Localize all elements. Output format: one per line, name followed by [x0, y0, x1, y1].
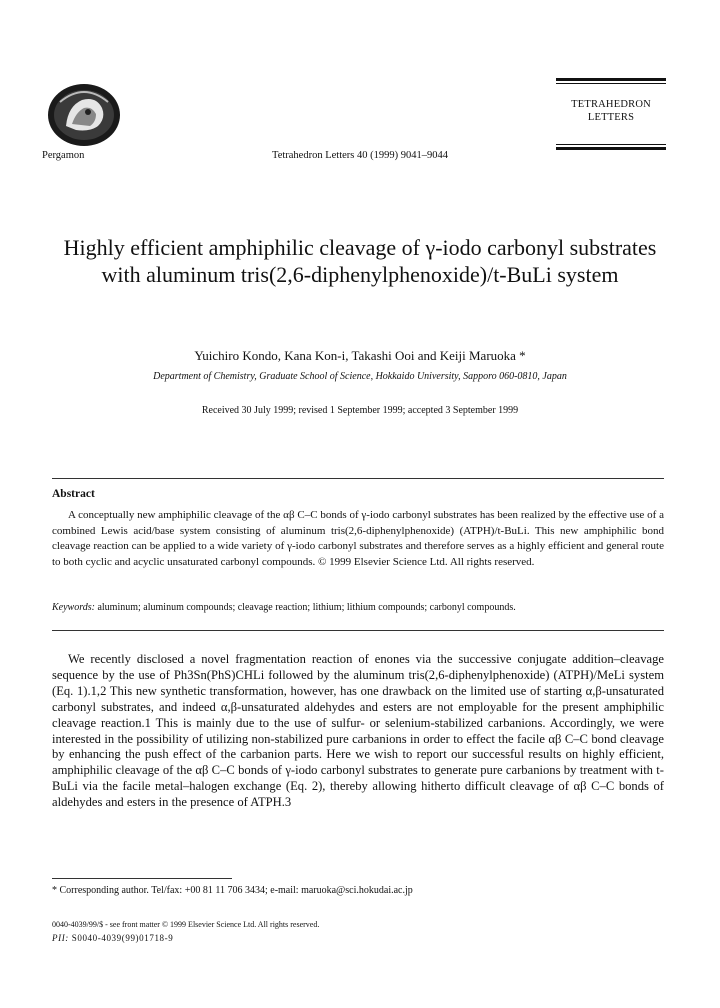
brand-rule-bottom-thin [556, 144, 666, 145]
author-list: Yuichiro Kondo, Kana Kon-i, Takashi Ooi and Keiji Maruoka * [194, 348, 526, 363]
abstract-heading: Abstract [52, 488, 95, 500]
journal-brand-line2: LETTERS [587, 112, 635, 123]
corresponding-author-note: * Corresponding author. Tel/fax: +00 81 11 706 3434; e-mail: maruoka@sci.hokudai.ac.jp [52, 885, 413, 896]
brand-rule-top [556, 78, 666, 81]
copyright-line: 0040-4039/99/$ - see front matter © 1999 Elsevier Science Ltd. All rights reserved. [52, 920, 320, 929]
pii-label: PII: [52, 933, 69, 943]
elsevier-emblem-icon [46, 82, 122, 148]
body-paragraph: We recently disclosed a novel fragmentation reaction of enones via the successive conjugate addition–cleavage sequence by the use of Ph3Sn(PhS)CHLi followed by the aluminum tris(2,6-diphenylphenoxide) (ATPH)/MeLi system (Eq. 1).1,2 This new synthetic transformation, however, has one drawback on the limited use of starting α,β-unsaturated carbonyl substrates, and indeed α,β-unsaturated aldehydes and esters are not employable for the present amphiphilic cleavage reaction.1 This is mainly due to the use of sulfur- or selenium-stabilized carbanions. Accordingly, we were interested in the possibility of utilizing non-stabilized pure carbanions in order to effect the facile αβ C–C bond cleavage by enhancing the push effect of the carbanion parts. Here we wish to report our successful results on highly efficient, amphiphilic cleavage of the αβ C–C bonds of γ-iodo carbonyl substrates to generate pure carbanions by treatment with t-BuLi via the facile metal–halogen exchange (Eq. 2), thereby allowing hitherto difficult cleavage of αβ C–C bonds of aldehydes and esters in the presence of ATPH.3 [52, 652, 664, 810]
journal-reference: Tetrahedron Letters 40 (1999) 9041–9044 [272, 150, 448, 161]
keywords [52, 602, 664, 613]
brand-rule-bottom [556, 147, 666, 150]
keywords-text: aluminum; aluminum compounds; cleavage reaction; lithium; lithium compounds; carbonyl compounds. [97, 602, 516, 613]
brand-rule-top-thin [556, 83, 666, 84]
pii-line [52, 933, 173, 943]
received-dates: Received 30 July 1999; revised 1 September 1999; accepted 3 September 1999 [201, 405, 519, 416]
article-title: Highly efficient amphiphilic cleavage of γ-iodo carbonyl substrates with aluminum tris(2,6-diphenylphenoxide)/t-BuLi system [63, 235, 657, 287]
keywords-label: Keywords: [52, 602, 95, 613]
pii-value: S0040-4039(99)01718-9 [71, 933, 174, 943]
abstract-text: A conceptually new amphiphilic cleavage of the αβ C–C bonds of γ-iodo carbonyl substrates has been realized by the effective use of a combined Lewis acid/base system consisting of aluminum tris(2,6-diphenylphenoxide) (ATPH)/t-BuLi. This new amphiphilic bond cleavage reaction can be applied to a wide variety of γ-iodo carbonyl substrates and therefore serves as a highly efficient and general route to both cyclic and acyclic unsaturated carbonyl compounds. © 1999 Elsevier Science Ltd. All rights reserved. [52, 509, 664, 568]
abstract-bottom-rule [52, 630, 664, 631]
footnote-rule [52, 878, 232, 879]
author-affiliation: Department of Chemistry, Graduate School of Science, Hokkaido University, Sapporo 060-0810, Japan [153, 371, 567, 382]
journal-brand [556, 78, 666, 124]
brand-rules-bottom [556, 144, 666, 150]
journal-brand-line1: TETRAHEDRON [571, 99, 651, 110]
abstract-top-rule [52, 478, 664, 479]
publisher-name: Pergamon [42, 150, 85, 161]
